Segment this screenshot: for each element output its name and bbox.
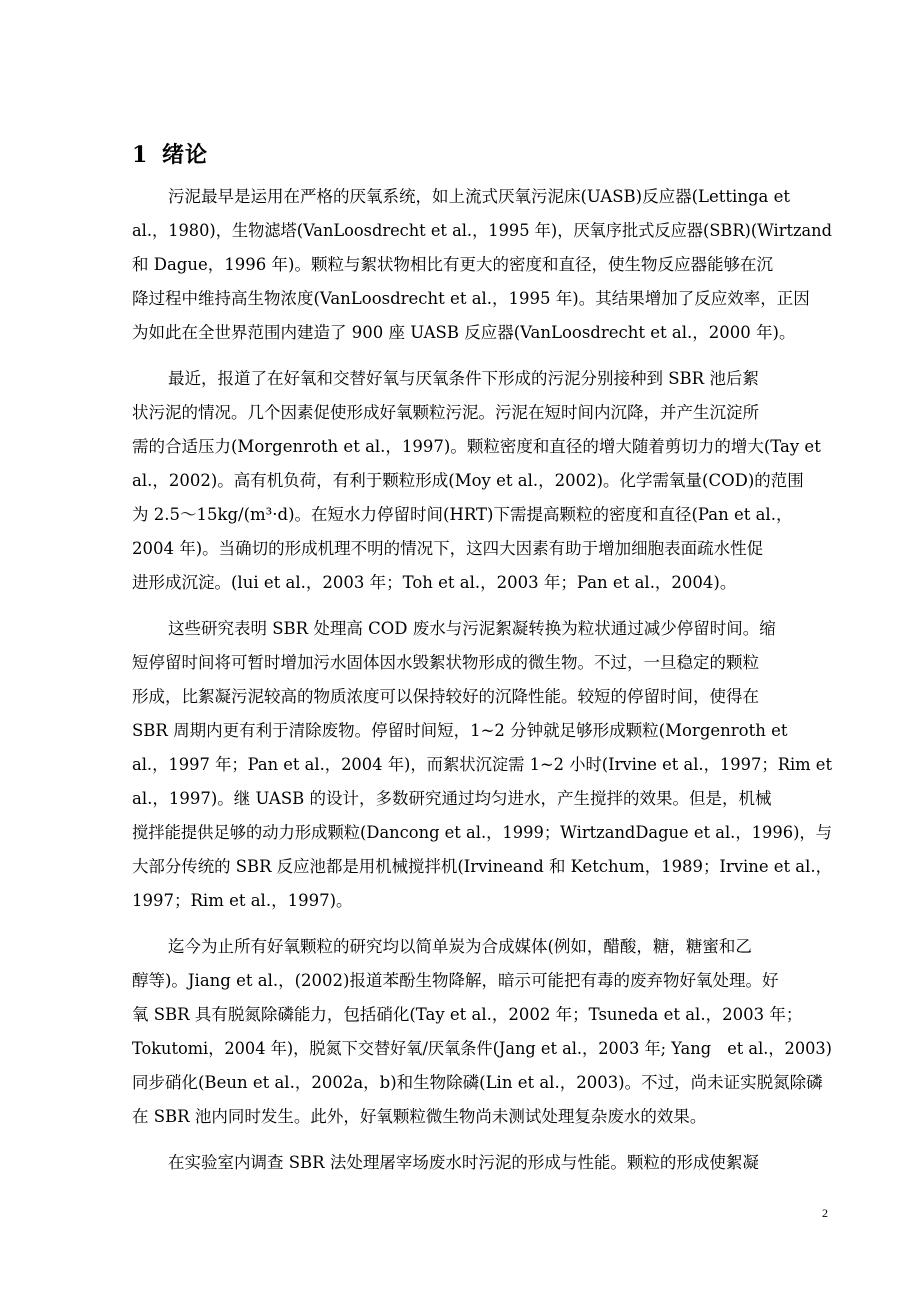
text-line: 迄今为止所有好氧颗粒的研究均以简单炭为合成媒体(例如，醋酸，糖，糖蜜和乙 bbox=[168, 937, 752, 956]
text-line: 这些研究表明 SBR 处理高 COD 废水与污泥絮凝转换为粒状通过减少停留时间。缩 bbox=[168, 619, 776, 638]
text-line: al.，2002)。高有机负荷，有利于颗粒形成(Moy et al.，2002)。化学需氧量(COD)的范围 bbox=[132, 471, 804, 490]
text-line: 在 SBR 池内同时发生。此外，好氧颗粒微生物尚未测试处理复杂废水的效果。 bbox=[132, 1107, 707, 1126]
paragraph bbox=[132, 180, 832, 350]
section-number: 1 bbox=[132, 142, 149, 168]
text-line: 搅拌能提供足够的动力形成颗粒(Dancong et al.，1999；WirtzandDague et al.，1996)，与 bbox=[132, 823, 832, 842]
text-line: 为如此在全世界范围内建造了 900 座 UASB 反应器(VanLoosdrecht et al.，2000 年)。 bbox=[132, 323, 796, 342]
text-line: 醇等)。Jiang et al.，(2002)报道苯酚生物降解，暗示可能把有毒的废弃物好氧处理。好 bbox=[132, 971, 779, 990]
text-line: 大部分传统的 SBR 反应池都是用机械搅拌机(Irvineand 和 Ketchum，1989；Irvine et al.， bbox=[132, 857, 832, 876]
text-line: 氧 SBR 具有脱氮除磷能力，包括硝化(Tay et al.，2002 年；Tsuneda et al.，2003 年； bbox=[132, 1005, 803, 1024]
text-line: 同步硝化(Beun et al.，2002a，b)和生物除磷(Lin et al.，2003)。不过，尚未证实脱氮除磷 bbox=[132, 1073, 823, 1092]
text-line: 短停留时间将可暂时增加污水固体因水毁絮状物形成的微生物。不过，一旦稳定的颗粒 bbox=[132, 653, 759, 672]
text-line: 需的合适压力(Morgenroth et al.，1997)。颗粒密度和直径的增大随着剪切力的增大(Tay et bbox=[132, 437, 821, 456]
text-line: 进形成沉淀。(lui et al.，2003 年；Toh et al.，2003 年；Pan et al.，2004)。 bbox=[132, 573, 737, 592]
page-number: 2 bbox=[822, 1206, 828, 1220]
paragraph bbox=[132, 930, 832, 1134]
section-heading bbox=[132, 138, 208, 169]
text-line: Tokutomi，2004 年)，脱氮下交替好氧/厌氧条件(Jang et al.，2003 年; Yang et al.，2003) bbox=[132, 1039, 832, 1058]
text-line: 污泥最早是运用在严格的厌氧系统，如上流式厌氧污泥床(UASB)反应器(Lettinga et bbox=[168, 187, 790, 206]
text-line: 最近，报道了在好氧和交替好氧与厌氧条件下形成的污泥分别接种到 SBR 池后絮 bbox=[168, 369, 759, 388]
text-line: 形成，比絮凝污泥较高的物质浓度可以保持较好的沉降性能。较短的停留时间，使得在 bbox=[132, 687, 759, 706]
text-line: al.，1997 年；Pan et al.，2004 年)，而絮状沉淀需 1~2 小时(Irvine et al.，1997；Rim et bbox=[132, 755, 832, 774]
text-line: al.，1980)，生物滤塔(VanLoosdrecht et al.，1995 年)，厌氧序批式反应器(SBR)(Wirtzand bbox=[132, 221, 832, 240]
section-title: 绪论 bbox=[162, 142, 209, 168]
paragraph bbox=[132, 612, 832, 918]
text-line: 状污泥的情况。几个因素促使形成好氧颗粒污泥。污泥在短时间内沉降，并产生沉淀所 bbox=[132, 403, 759, 422]
paragraph bbox=[132, 362, 832, 600]
paragraph bbox=[132, 1146, 832, 1180]
text-line: 为 2.5～15kg/(m³·d)。在短水力停留时间(HRT)下需提高颗粒的密度和直径(Pan et al.， bbox=[132, 505, 793, 524]
text-line: 在实验室内调查 SBR 法处理屠宰场废水时污泥的形成与性能。颗粒的形成使絮凝 bbox=[168, 1153, 759, 1172]
text-line: 2004 年)。当确切的形成机理不明的情况下，这四大因素有助于增加细胞表面疏水性促 bbox=[132, 539, 764, 558]
text-line: 和 Dague，1996 年)。颗粒与絮状物相比有更大的密度和直径，使生物反应器能够在沉 bbox=[132, 255, 773, 274]
text-line: SBR 周期内更有利于清除废物。停留时间短，1~2 分钟就足够形成颗粒(Morgenroth et bbox=[132, 721, 788, 740]
text-line: 降过程中维持高生物浓度(VanLoosdrecht et al.，1995 年)。其结果增加了反应效率，正因 bbox=[132, 289, 810, 308]
body-text bbox=[132, 180, 832, 1192]
text-line: al.，1997)。继 UASB 的设计，多数研究通过均匀进水，产生搅拌的效果。但是，机械 bbox=[132, 789, 772, 808]
text-line: 1997；Rim et al.，1997)。 bbox=[132, 891, 353, 910]
